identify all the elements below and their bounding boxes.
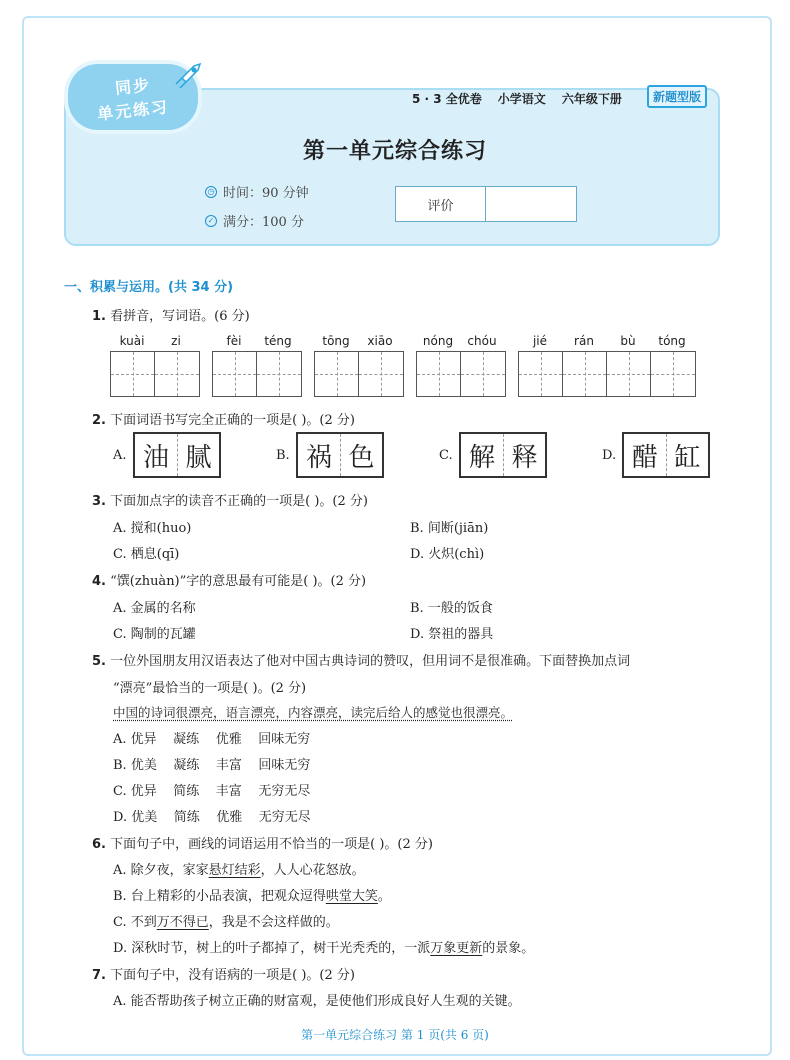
q2-option-label: C. <box>439 448 453 463</box>
eval-label: 评价 <box>396 187 486 221</box>
pinyin-text: téng <box>264 334 292 348</box>
q2-stem: 下面词语书写完全正确的一项是( )。(2 分) <box>110 413 355 428</box>
q2-number: 2. <box>92 413 106 428</box>
option-text: 的景象。 <box>482 941 535 956</box>
option-text: ，我是不会这样做的。 <box>208 915 339 930</box>
q4-option-b[interactable]: B. 一般的饭食 <box>410 601 493 616</box>
q5-option-a[interactable]: A. 优异 凝练 优雅 回味无穷 <box>113 732 311 747</box>
subject-label: 小学语文 <box>497 92 546 106</box>
q5-stem: 一位外国朋友用汉语表达了他对中国古典诗词的赞叹，但用词不是很准确。下面替换加点词 <box>110 654 631 669</box>
q3-option-a[interactable]: A. 搅和(huo) <box>113 521 192 536</box>
writing-grid-1[interactable] <box>110 351 200 397</box>
badge-line1: 同步 <box>114 75 152 98</box>
q3-option-c[interactable]: C. 栖息(qī) <box>113 547 180 562</box>
q5-stem-cont: “漂亮”最恰当的一项是( )。(2 分) <box>113 681 307 696</box>
q2-option-c[interactable] <box>459 432 547 478</box>
q5-option-d[interactable]: D. 优美 简练 优雅 无穷无尽 <box>113 810 311 825</box>
score-info <box>205 211 304 230</box>
question-1 <box>92 305 250 324</box>
pinyin-text: bù <box>620 334 636 348</box>
option-text: C. 不到 <box>113 915 157 930</box>
rocket-icon <box>164 60 204 100</box>
word-char: 释 <box>503 434 545 476</box>
pinyin-text: zi <box>171 334 181 348</box>
writing-grid-3[interactable] <box>314 351 404 397</box>
q6-number: 6. <box>92 837 106 852</box>
pinyin-group-5 <box>518 334 694 348</box>
q3-number: 3. <box>92 494 106 509</box>
q4-number: 4. <box>92 574 106 589</box>
option-text: ，人人心花怒放。 <box>260 863 365 878</box>
question-7 <box>92 964 355 983</box>
section-heading: 一、积累与运用。(共 34 分) <box>64 280 234 295</box>
question-2 <box>92 409 355 428</box>
question-3 <box>92 490 368 509</box>
pinyin-text: tōng <box>322 334 350 348</box>
q2-option-label: D. <box>602 448 617 463</box>
time-text: 时间：90 分钟 <box>223 186 309 201</box>
word-char: 油 <box>142 442 169 473</box>
pinyin-text: chóu <box>467 334 497 348</box>
page-footer: 第一单元综合练习 第 1 页(共 6 页) <box>301 1028 489 1042</box>
q5-sentence: 中国的诗词很漂亮，语言漂亮，内容漂亮，读完后给人的感觉也很漂亮。 <box>113 705 514 720</box>
q5-option-b[interactable]: B. 优美 凝练 丰富 回味无穷 <box>113 758 311 773</box>
word-char: 腻 <box>177 434 219 476</box>
question-6 <box>92 833 433 852</box>
q2-option-label: A. <box>113 448 127 463</box>
q6-option-d[interactable] <box>113 937 534 956</box>
pinyin-text: kuài <box>119 334 145 348</box>
q7-stem: 下面句子中，没有语病的一项是( )。(2 分) <box>110 968 355 983</box>
score-text: 满分：100 分 <box>223 215 304 230</box>
pinyin-text: nóng <box>422 334 454 348</box>
page-title: 第一单元综合练习 <box>302 139 487 164</box>
q6-stem: 下面句子中，画线的词语运用不恰当的一项是( )。(2 分) <box>110 837 433 852</box>
q2-option-label: B. <box>276 448 290 463</box>
pinyin-group-2 <box>212 334 300 348</box>
q4-option-d[interactable]: D. 祭祖的器具 <box>410 627 494 642</box>
writing-grid-2[interactable] <box>212 351 302 397</box>
option-text: 。 <box>377 889 391 904</box>
underlined-word: 悬灯结彩 <box>208 863 261 878</box>
option-text: A. 除夕夜，家家 <box>113 863 209 878</box>
q2-option-d[interactable] <box>622 432 710 478</box>
word-char: 缸 <box>666 434 708 476</box>
q6-option-a[interactable] <box>113 859 365 878</box>
pinyin-group-4 <box>416 334 504 348</box>
q5-number: 5. <box>92 654 106 669</box>
pinyin-group-1 <box>110 334 198 348</box>
eval-blank[interactable] <box>486 187 576 221</box>
word-char: 色 <box>340 434 382 476</box>
q2-option-b[interactable] <box>296 432 384 478</box>
pinyin-text: jié <box>532 334 548 348</box>
evaluation-box <box>395 186 577 222</box>
series-info <box>412 90 622 107</box>
pinyin-text: rán <box>574 334 594 348</box>
q6-option-c[interactable] <box>113 911 339 930</box>
grade-label: 六年级下册 <box>561 92 622 106</box>
q3-option-b[interactable]: B. 间断(jiān) <box>410 521 489 536</box>
pinyin-group-3 <box>314 334 402 348</box>
q5-option-c[interactable]: C. 优异 简练 丰富 无穷无尽 <box>113 784 311 799</box>
time-info <box>205 182 309 201</box>
q7-number: 7. <box>92 968 106 983</box>
q4-option-a[interactable]: A. 金属的名称 <box>113 601 196 616</box>
writing-grid-5[interactable] <box>518 351 696 397</box>
q4-stem: “馔(zhuàn)”字的意思最有可能是( )。(2 分) <box>110 574 367 589</box>
q6-option-b[interactable] <box>113 885 391 904</box>
underlined-word: 哄堂大笑 <box>325 889 378 904</box>
option-text: B. 台上精彩的小品表演，把观众逗得 <box>113 889 326 904</box>
question-4 <box>92 570 366 589</box>
q7-option-a[interactable]: A. 能否帮助孩子树立正确的财富观，是使他们形成良好人生观的关键。 <box>113 994 521 1009</box>
underlined-word: 万象更新 <box>430 941 483 956</box>
word-char: 解 <box>468 442 495 473</box>
check-icon: ✓ <box>205 215 217 227</box>
badge-line2: 单元练习 <box>96 97 170 124</box>
q3-option-d[interactable]: D. 火炽(chì) <box>410 547 485 562</box>
q4-option-c[interactable]: C. 陶制的瓦罐 <box>113 627 196 642</box>
clock-icon: ◷ <box>205 186 217 198</box>
pinyin-text: fèi <box>226 334 242 348</box>
pinyin-text: tóng <box>658 334 686 348</box>
q1-number: 1. <box>92 309 106 324</box>
q3-stem: 下面加点字的读音不正确的一项是( )。(2 分) <box>110 494 368 509</box>
question-5 <box>92 650 630 669</box>
option-text: D. 深秋时节，树上的叶子都掉了，树干光秃秃的，一派 <box>113 941 431 956</box>
q1-stem: 看拼音，写词语。(6 分) <box>110 309 250 324</box>
edition-badge: 新题型版 <box>647 85 707 108</box>
writing-grid-4[interactable] <box>416 351 506 397</box>
pinyin-text: xiāo <box>367 334 393 348</box>
brand-label: 5 · 3 全优卷 <box>412 92 482 106</box>
word-char: 醋 <box>631 442 658 473</box>
underlined-word: 万不得已 <box>156 915 209 930</box>
word-char: 祸 <box>305 442 332 473</box>
q2-option-a[interactable] <box>133 432 221 478</box>
